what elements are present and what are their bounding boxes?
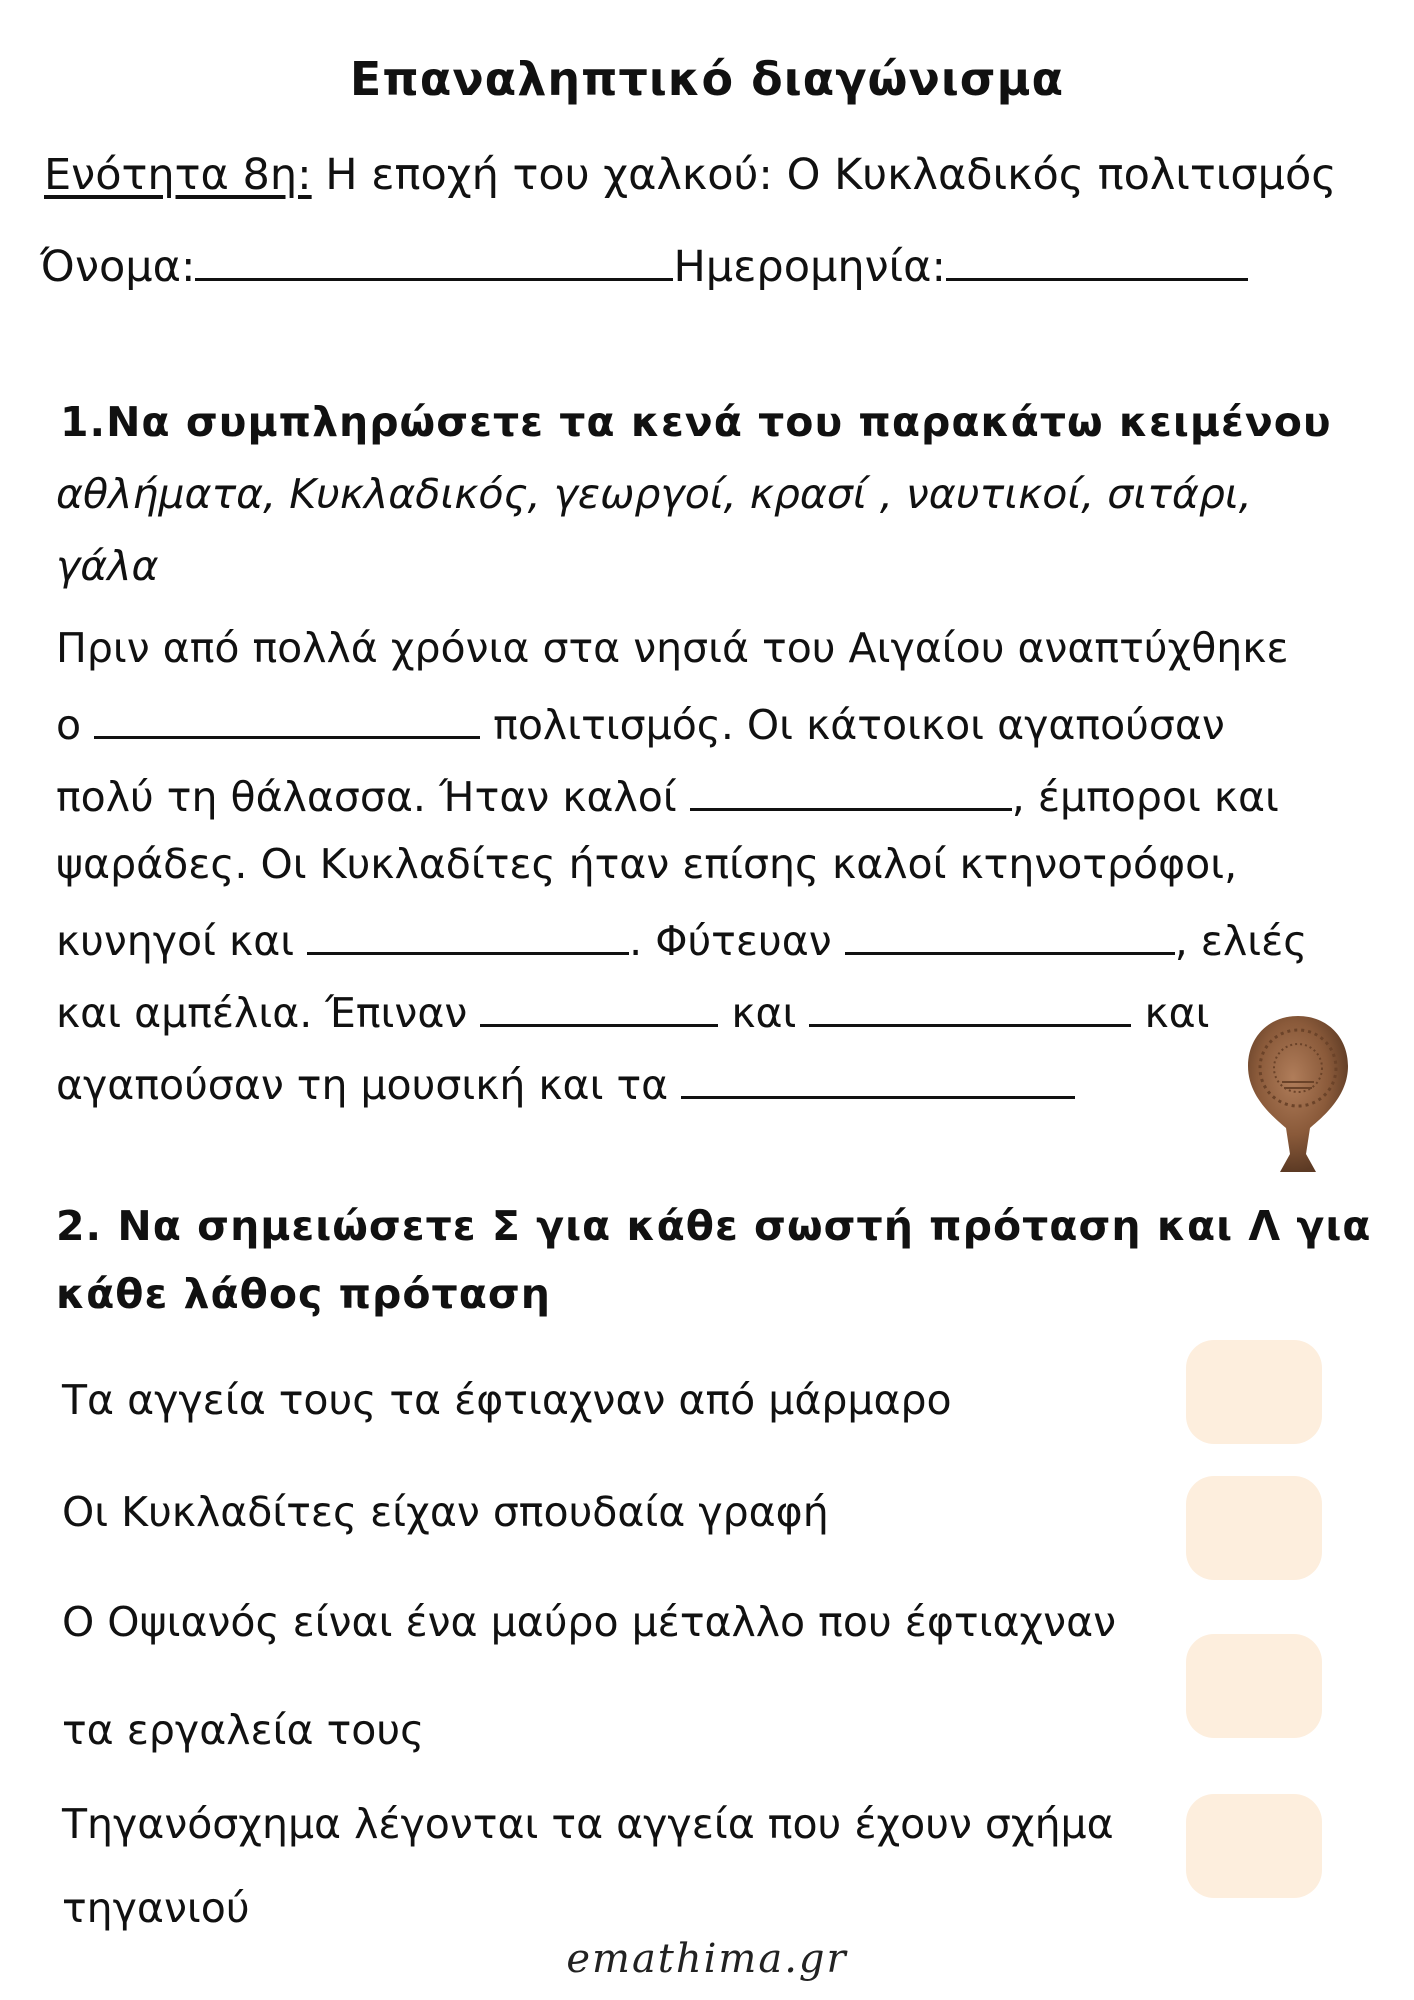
statement-4-line2: τηγανιού <box>62 1884 250 1932</box>
date-field[interactable] <box>946 238 1248 281</box>
fill-blank-5[interactable] <box>480 984 718 1027</box>
passage-text: πολύ τη θάλασσα. Ήταν καλοί <box>56 773 690 821</box>
passage-text: . Φύτευαν <box>629 917 845 965</box>
statement-1: Τα αγγεία τους τα έφτιαχναν από μάρμαρο <box>62 1376 952 1424</box>
name-date-row <box>40 238 1248 292</box>
passage-text: πολιτισμός. Οι κάτοικοι αγαπούσαν <box>480 701 1225 749</box>
unit-text: Η εποχή του χαλκού: Ο Κυκλαδικός πολιτισμός <box>311 150 1337 200</box>
frying-pan-vessel-image <box>1244 1012 1352 1178</box>
page-title: Επαναληπτικό διαγώνισμα <box>349 52 1065 106</box>
passage-line-7 <box>56 1056 1075 1109</box>
word-bank-line2: γάλα <box>56 542 159 590</box>
fill-blank-4[interactable] <box>845 912 1175 955</box>
fill-blank-3[interactable] <box>307 912 629 955</box>
fill-blank-1[interactable] <box>94 696 480 739</box>
footer-site: emathima.gr <box>566 1936 848 1982</box>
statement-4-line1: Τηγανόσχημα λέγονται τα αγγεία που έχουν σχήμα <box>62 1800 1114 1848</box>
passage-text: ο <box>56 701 95 749</box>
passage-text: και <box>1131 989 1210 1037</box>
statement-3-line1: Ο Οψιανός είναι ένα μαύρο μέταλλο που έφτιαχναν <box>62 1598 1117 1646</box>
name-field[interactable] <box>195 238 673 281</box>
passage-text: και <box>718 989 810 1037</box>
passage-line-6 <box>56 984 1210 1037</box>
answer-box-4[interactable] <box>1186 1794 1322 1898</box>
fill-blank-6[interactable] <box>809 984 1131 1027</box>
answer-box-3[interactable] <box>1186 1634 1322 1738</box>
passage-line-3 <box>56 768 1279 821</box>
passage-line-4: ψαράδες. Οι Κυκλαδίτες ήταν επίσης καλοί κτηνοτρόφοι, <box>56 840 1238 888</box>
statement-2: Οι Κυκλαδίτες είχαν σπουδαία γραφή <box>62 1488 829 1536</box>
passage-text: κυνηγοί και <box>56 917 308 965</box>
fill-blank-2[interactable] <box>690 768 1012 811</box>
answer-box-2[interactable] <box>1186 1476 1322 1580</box>
word-bank-line1: αθλήματα, Κυκλαδικός, γεωργοί, κρασί , ναυτικοί, σιτάρι, <box>56 470 1252 518</box>
fill-blank-7[interactable] <box>681 1056 1075 1099</box>
passage-text: και αμπέλια. Έπιναν <box>56 989 481 1037</box>
passage-text: , ελιές <box>1174 917 1308 965</box>
name-label: Όνομα: <box>40 242 196 292</box>
passage-text: , έμποροι και <box>1011 773 1279 821</box>
passage-line-2 <box>56 696 1225 749</box>
exercise2-title-line1: 2. Να σημειώσετε Σ για κάθε σωστή πρόταση και Λ για <box>56 1202 1372 1250</box>
passage-line-1: Πριν από πολλά χρόνια στα νησιά του Αιγαίου αναπτύχθηκε <box>56 624 1289 672</box>
passage-text: αγαπούσαν τη μουσική και τα <box>56 1061 682 1109</box>
unit-heading <box>44 150 1337 200</box>
unit-label: Ενότητα 8η: <box>44 150 312 200</box>
statement-3-line2: τα εργαλεία τους <box>62 1706 425 1754</box>
exercise1-title: 1.Να συμπληρώσετε τα κενά του παρακάτω κειμένου <box>60 398 1332 446</box>
answer-box-1[interactable] <box>1186 1340 1322 1444</box>
date-label: Ημερομηνία: <box>673 242 947 292</box>
passage-line-5 <box>56 912 1307 965</box>
exercise2-title-line2: κάθε λάθος πρόταση <box>56 1270 551 1318</box>
